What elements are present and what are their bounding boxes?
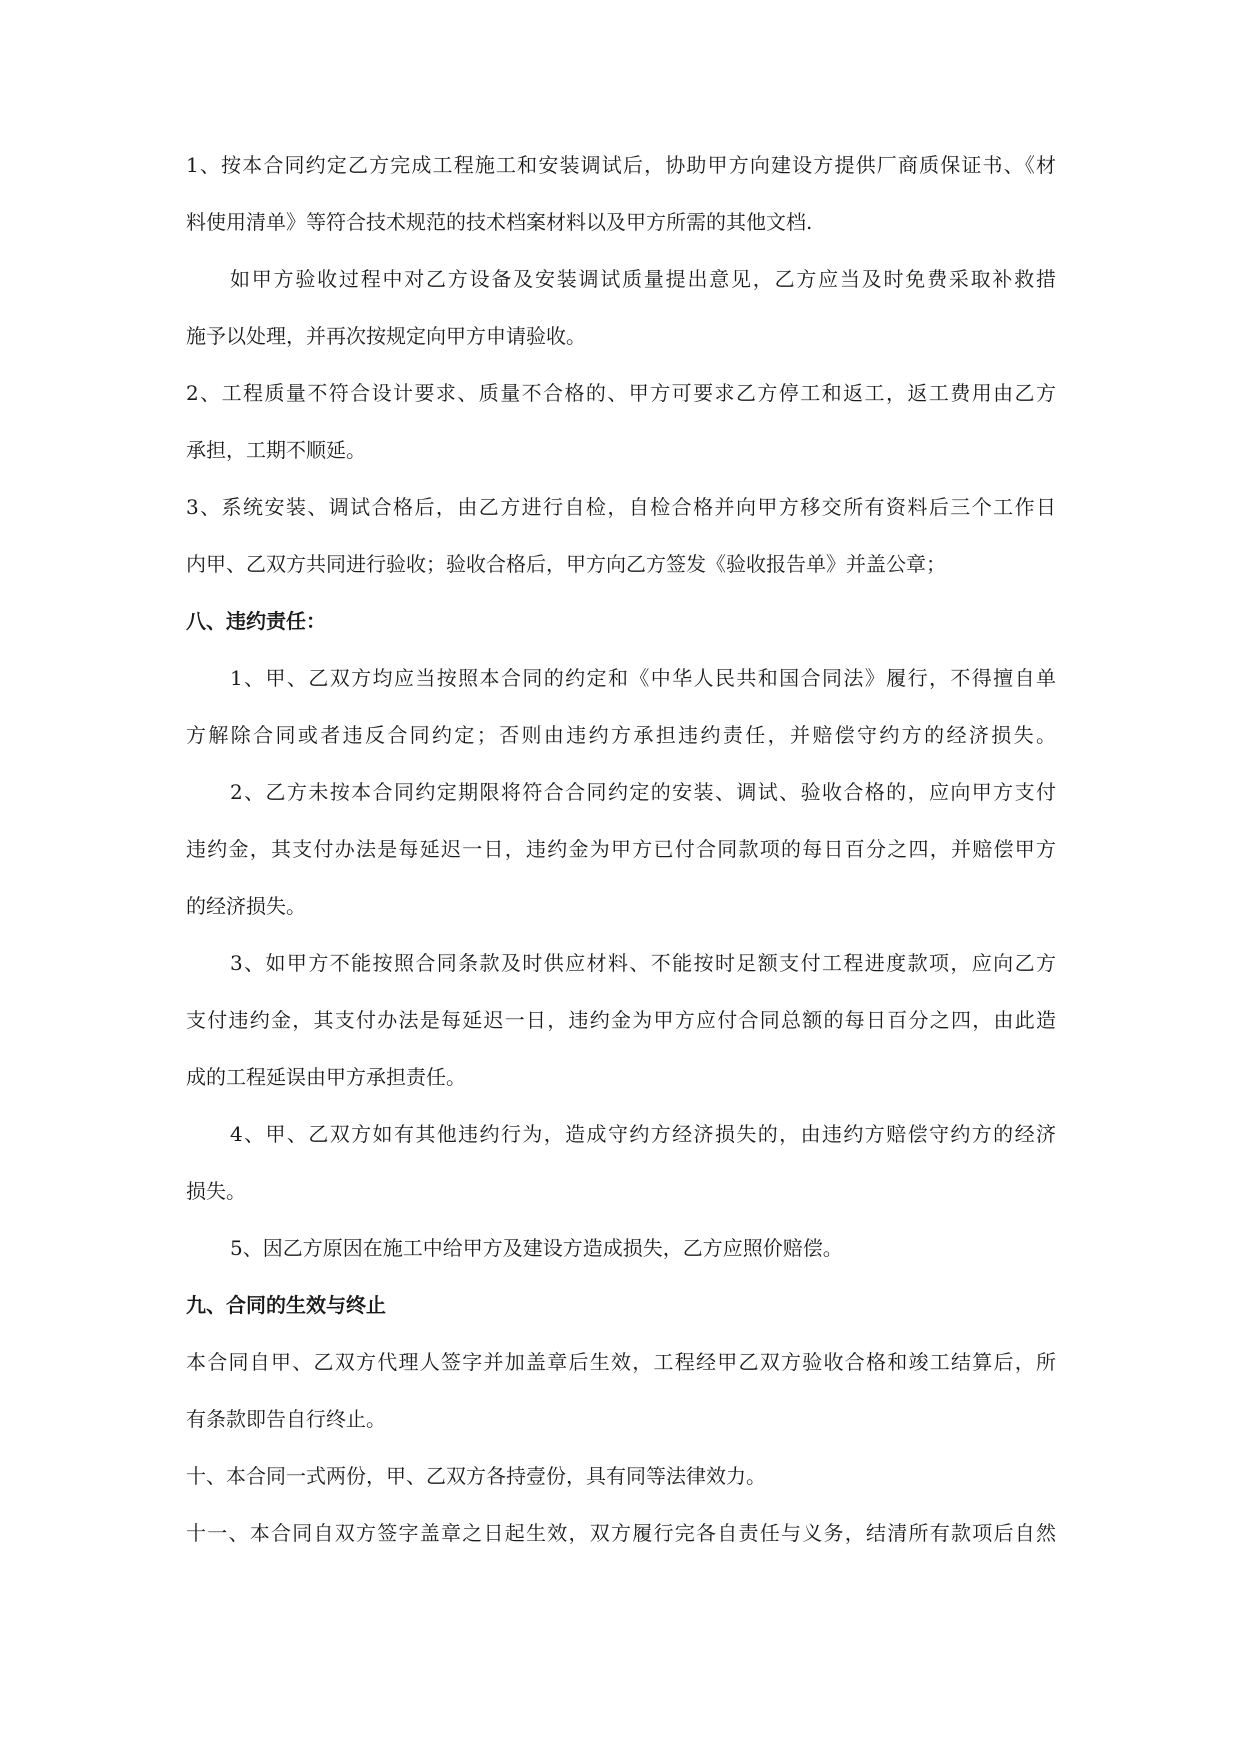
paragraph-line: 成的工程延误由甲方承担责任。 <box>186 1065 466 1089</box>
paragraph-line: 本合同自甲、乙双方代理人签字并加盖章后生效，工程经甲乙双方验收合格和竣工结算后，所 <box>186 1350 1056 1374</box>
paragraph-line: 的经济损失。 <box>186 894 306 918</box>
paragraph-line: 3、如甲方不能按照合同条款及时供应材料、不能按时足额支付工程进度款项，应向乙方 <box>230 951 1056 975</box>
paragraph-line: 支付违约金，其支付办法是每延迟一日，违约金为甲方应付合同总额的每日百分之四，由此造 <box>186 1008 1056 1032</box>
paragraph-line: 4、甲、乙双方如有其他违约行为，造成守约方经济损失的，由违约方赔偿守约方的经济 <box>230 1122 1056 1146</box>
paragraph-line: 违约金，其支付办法是每延迟一日，违约金为甲方已付合同款项的每日百分之四，并赔偿甲方 <box>186 837 1056 861</box>
section-heading-breach: 八、违约责任： <box>186 609 326 633</box>
paragraph-line: 2、乙方未按本合同约定期限将符合合同约定的安装、调试、验收合格的，应向甲方支付 <box>230 780 1056 804</box>
clause-eleven: 十一、本合同自双方签字盖章之日起生效，双方履行完各自责任与义务，结清所有款项后自然 <box>186 1521 1056 1545</box>
paragraph-line: 方解除合同或者违反合同约定；否则由违约方承担违约责任，并赔偿守约方的经济损失。 <box>186 723 1056 747</box>
paragraph-line: 3、系统安装、调试合格后，由乙方进行自检，自检合格并向甲方移交所有资料后三个工作日 <box>186 495 1056 519</box>
paragraph-line: 1、甲、乙双方均应当按照本合同的约定和《中华人民共和国合同法》履行，不得擅自单 <box>230 666 1056 690</box>
paragraph-line: 承担，工期不顺延。 <box>186 438 366 462</box>
paragraph-line: 内甲、乙双方共同进行验收；验收合格后，甲方向乙方签发《验收报告单》并盖公章； <box>186 552 946 576</box>
paragraph-line: 料使用清单》等符合技术规范的技术档案材料以及甲方所需的其他文档. <box>186 210 813 234</box>
clause-ten: 十、本合同一式两份，甲、乙双方各持壹份，具有同等法律效力。 <box>186 1464 766 1488</box>
paragraph-line: 1、按本合同约定乙方完成工程施工和安装调试后，协助甲方向建设方提供厂商质保证书、《材 <box>186 153 1056 177</box>
paragraph-line: 5、因乙方原因在施工中给甲方及建设方造成损失，乙方应照价赔偿。 <box>230 1236 843 1260</box>
section-heading-effect: 九、合同的生效与终止 <box>186 1293 386 1317</box>
paragraph-line: 有条款即告自行终止。 <box>186 1407 386 1431</box>
paragraph-line: 2、工程质量不符合设计要求、质量不合格的、甲方可要求乙方停工和返工，返工费用由乙方 <box>186 381 1056 405</box>
paragraph-line: 施予以处理，并再次按规定向甲方申请验收。 <box>186 324 586 348</box>
paragraph-line: 如甲方验收过程中对乙方设备及安装调试质量提出意见，乙方应当及时免费采取补救措 <box>230 267 1056 291</box>
paragraph-line: 损失。 <box>186 1179 246 1203</box>
